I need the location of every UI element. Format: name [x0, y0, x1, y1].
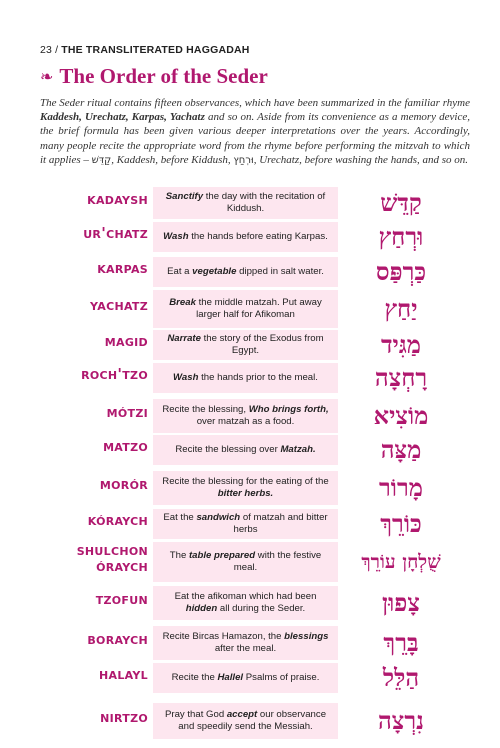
- step-hebrew: שֻׁלְחָן עוֹרֵךְ: [361, 551, 441, 573]
- seder-step-row: [0, 187, 500, 219]
- seder-step-row: [0, 471, 500, 505]
- page-header: [40, 44, 250, 56]
- step-hebrew: כּוֹרֵךְ: [380, 509, 422, 538]
- intro-paragraph: [40, 96, 470, 168]
- ornament-icon: ❧: [40, 67, 54, 86]
- step-transliteration: shulchon óraych: [76, 541, 148, 575]
- step-hebrew: כַּרְפַּס: [375, 257, 427, 286]
- seder-step-row: [0, 435, 500, 465]
- step-hebrew: וּרְחַץ: [378, 222, 424, 251]
- step-description-post: our observance and speedily send the Messiah.: [178, 709, 327, 732]
- running-title: THE TRANSLITERATED HAGGADAH: [61, 44, 250, 56]
- step-transliteration: kadaysh: [87, 190, 148, 208]
- step-description-emphasis: table prepared: [188, 550, 256, 561]
- step-hebrew: קַדֵּשׁ: [380, 188, 422, 217]
- page-number: 23: [40, 44, 53, 56]
- intro-hebrew-urechatz: וּרְחַץ: [233, 154, 254, 166]
- step-description-emphasis: accept: [226, 709, 258, 720]
- step-description-text: [175, 444, 315, 456]
- seder-step-row: [0, 663, 500, 693]
- step-description-text: [159, 476, 332, 500]
- step-hebrew: מוֹצִיא: [373, 401, 429, 430]
- step-description-emphasis: Who brings forth,: [248, 404, 329, 415]
- step-description-emphasis: Matzah.: [280, 444, 316, 455]
- step-description-pre: Recite the blessing,: [162, 404, 249, 415]
- intro-text-1: The Seder ritual contains fifteen observances, which have been summarized in the familiar rhyme: [40, 97, 470, 109]
- step-description-emphasis: Wash: [173, 372, 199, 383]
- step-hebrew: צָפוּן: [382, 588, 420, 617]
- step-description: [153, 187, 338, 219]
- step-description-emphasis: sandwich: [196, 512, 241, 523]
- step-description: [153, 222, 338, 252]
- intro-hebrew-kaddesh: קַדֵּשׁ: [91, 154, 112, 166]
- intro-text-3: , Kaddesh, before Kiddush,: [111, 153, 234, 166]
- step-description-post: the hands prior to the meal.: [198, 372, 318, 383]
- step-transliteration: nirtzo: [100, 708, 148, 726]
- step-description: [153, 290, 338, 328]
- step-description-pre: Recite the blessing for the eating of the: [162, 476, 329, 487]
- section-title-block: [40, 64, 268, 89]
- step-description: [153, 509, 338, 539]
- step-description: [153, 703, 338, 739]
- intro-text-4: , Urechatz, before washing the hands, and so on.: [253, 153, 469, 166]
- step-transliteration: boraych: [87, 630, 148, 648]
- step-description: [153, 626, 338, 660]
- step-description-text: [163, 231, 328, 243]
- step-transliteration: matzo: [103, 437, 148, 455]
- section-title: The Order of the Seder: [59, 64, 268, 88]
- step-description-text: [167, 266, 324, 278]
- step-description-emphasis: Sanctify: [165, 191, 204, 202]
- step-description-text: [172, 672, 320, 684]
- step-description: [153, 330, 338, 360]
- seder-step-row: [0, 399, 500, 433]
- step-description-text: [173, 372, 318, 384]
- step-description-emphasis: Break: [169, 297, 196, 308]
- step-description-post: over matzah as a food.: [196, 416, 295, 427]
- step-transliteration: mótzi: [106, 403, 148, 421]
- seder-step-row: [0, 330, 500, 360]
- step-description: [153, 471, 338, 505]
- step-hebrew: מָרוֹר: [379, 473, 423, 502]
- step-description-pre: Eat the afikoman which had been: [174, 591, 317, 602]
- step-hebrew: יַחַץ: [384, 294, 418, 323]
- step-description-pre: Eat a: [167, 266, 193, 277]
- step-description-post: all during the Seder.: [217, 603, 306, 614]
- step-description-post: the middle matzah. Put away larger half for Afikoman: [195, 297, 322, 320]
- step-description-text: [159, 191, 332, 215]
- step-description-pre: Recite the: [171, 672, 218, 683]
- step-description-post: dipped in salt water.: [236, 266, 324, 277]
- step-description-text: [159, 591, 332, 615]
- step-description: [153, 586, 338, 620]
- step-description-text: [159, 333, 332, 357]
- step-description-pre: Pray that God: [164, 709, 227, 720]
- step-hebrew: רָחְצָה: [374, 363, 428, 392]
- step-hebrew: מַצָּה: [380, 435, 422, 464]
- seder-step-row: [0, 542, 500, 582]
- step-transliteration: roch'tzo: [81, 365, 148, 383]
- step-hebrew: מַגִּיד: [381, 330, 421, 359]
- step-transliteration: ur'chatz: [83, 224, 148, 242]
- seder-step-row: [0, 290, 500, 328]
- step-description-post: the day with the recitation of Kiddush.: [203, 191, 326, 214]
- step-description: [153, 435, 338, 465]
- intro-rhyme: Kaddesh, Urechatz, Karpas, Yachatz: [40, 111, 205, 124]
- step-description-post: the story of the Exodus from Egypt.: [200, 333, 324, 356]
- step-description-pre: Recite Bircas Hamazon, the: [162, 631, 285, 642]
- step-description-pre: Eat the: [163, 512, 197, 523]
- step-transliteration: kóraych: [87, 511, 148, 529]
- step-description-emphasis: blessings: [284, 631, 329, 642]
- step-description-post: of matzah and bitter herbs: [233, 512, 328, 535]
- step-description-emphasis: Wash: [163, 231, 189, 242]
- step-description-emphasis: vegetable: [192, 266, 237, 277]
- step-hebrew: הַלֵּל: [382, 663, 420, 692]
- step-transliteration: tzofun: [95, 590, 148, 608]
- seder-step-row: [0, 586, 500, 620]
- step-description-text: [159, 512, 332, 536]
- step-description-pre: Recite the blessing over: [175, 444, 281, 455]
- step-description-text: [159, 550, 332, 574]
- step-description-emphasis: Hallel: [217, 672, 244, 683]
- step-description-text: [159, 297, 332, 321]
- seder-step-row: [0, 257, 500, 287]
- seder-step-row: [0, 626, 500, 660]
- step-transliteration: halayl: [99, 665, 148, 683]
- step-hebrew: בָּרֵךְ: [383, 628, 419, 657]
- step-description: [153, 542, 338, 582]
- step-hebrew: נִרְצָה: [378, 706, 424, 735]
- step-transliteration: magid: [104, 332, 148, 350]
- intro-text-2: and so on. Aside from its convenience as a memory device, the brief formula has been given various deeper interpretations over the years. Accordingly, many people recite the appropriate word from the rhyme before performing the mitzvah to which it applies –: [40, 111, 471, 166]
- step-transliteration: yachatz: [90, 296, 148, 314]
- step-description: [153, 257, 338, 287]
- seder-step-row: [0, 222, 500, 252]
- step-description-post: after the meal.: [214, 643, 277, 654]
- seder-step-row: [0, 363, 500, 393]
- step-description-post: Psalms of praise.: [243, 672, 320, 683]
- step-description-emphasis: hidden: [185, 603, 218, 614]
- step-description-text: [159, 709, 332, 733]
- step-description: [153, 399, 338, 433]
- step-description-post: with the festive meal.: [233, 550, 322, 573]
- step-description-post: the hands before eating Karpas.: [188, 231, 328, 242]
- step-description-emphasis: bitter herbs.: [217, 488, 274, 499]
- step-description: [153, 663, 338, 693]
- step-description-text: [159, 404, 332, 428]
- step-transliteration: morór: [99, 475, 148, 493]
- step-description-pre: The: [169, 550, 189, 561]
- step-description-text: [159, 631, 332, 655]
- step-description-emphasis: Narrate: [167, 333, 201, 344]
- header-separator: /: [55, 44, 59, 56]
- step-description: [153, 363, 338, 393]
- seder-step-row: [0, 509, 500, 539]
- seder-step-row: [0, 703, 500, 739]
- step-transliteration: karpas: [97, 259, 148, 277]
